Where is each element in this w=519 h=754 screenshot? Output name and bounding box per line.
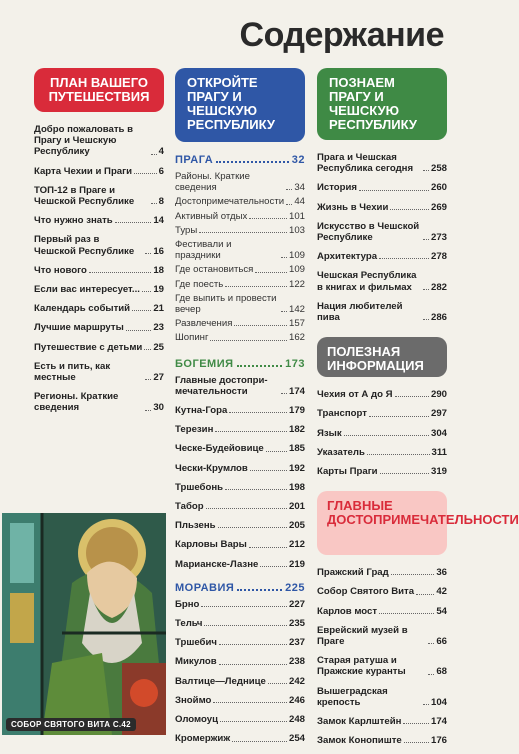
toc-entry-page: 122	[288, 278, 305, 290]
toc-entry-title: Что нового	[34, 264, 87, 276]
toc-entry-title: Районы. Краткие сведения	[175, 171, 250, 194]
toc-entry-page: 6	[158, 165, 164, 177]
toc-entry-page: 142	[288, 304, 305, 316]
toc-entry[interactable]	[34, 215, 164, 226]
toc-entry-page: 286	[430, 312, 447, 324]
toc-entry-title: Карта Чехии и Праги	[34, 165, 133, 177]
toc-entry-title: Чехия от А до Я	[317, 389, 393, 401]
toc-entry-page: 282	[430, 281, 447, 293]
toc-leader-dots	[89, 272, 151, 273]
toc-entry-page: 238	[288, 656, 305, 668]
toc-leader-dots	[403, 723, 429, 724]
toc-entry[interactable]	[317, 586, 447, 597]
toc-entry-title: Фестивали и праздники	[175, 239, 232, 262]
toc-entry-page: 273	[430, 232, 447, 244]
toc-leader-dots	[404, 742, 429, 743]
toc-entry-title: Где выпить и провести вечер	[175, 292, 277, 316]
toc-entry-title: Оломоуц	[175, 714, 218, 726]
toc-entry-title: Кромержиж	[175, 733, 231, 745]
toc-entry[interactable]	[317, 447, 447, 458]
toc-entry[interactable]	[175, 293, 305, 315]
toc-entry-title: Где остановиться	[175, 264, 254, 276]
toc-leader-dots	[218, 527, 287, 528]
section-head-bohemia[interactable]: БОГЕМИЯ 173	[175, 357, 305, 370]
toc-entry[interactable]	[317, 182, 447, 193]
toc-leader-dots	[281, 257, 287, 258]
toc-leader-dots	[344, 435, 429, 436]
toc-entry[interactable]	[317, 221, 447, 243]
toc-entry-page: 66	[436, 636, 447, 648]
toc-entry[interactable]	[317, 389, 447, 400]
toc-entry-page: 258	[430, 163, 447, 175]
toc-entry-title: Активный отдых	[175, 210, 248, 222]
toc-leader-dots	[250, 470, 287, 471]
column-plan	[34, 68, 164, 422]
toc-leader-dots	[423, 289, 429, 290]
toc-leader-dots	[423, 704, 429, 705]
toc-entry[interactable]	[317, 735, 447, 746]
toc-entry-title: Искусство в Чешской Республике	[317, 220, 420, 244]
toc-entry-title: Зноймо	[175, 694, 212, 706]
toc-entry-title: Есть и пить, как местные	[34, 360, 111, 384]
toc-entry[interactable]	[175, 695, 305, 706]
toc-entry-page: 201	[288, 501, 305, 513]
toc-entry[interactable]	[175, 443, 305, 454]
toc-leader-dots	[249, 547, 287, 548]
tab-discover[interactable]: ОТКРОЙТЕ ПРАГУ И ЧЕШСКУЮ РЕСПУБЛИКУ	[175, 68, 305, 142]
toc-entry-title: Добро пожаловать в Прагу и Чешскую Республику	[34, 124, 134, 158]
toc-entry[interactable]	[34, 391, 164, 413]
illustration-caption: СОБОР СВЯТОГО ВИТА С.42	[6, 718, 136, 731]
toc-entry[interactable]	[175, 637, 305, 648]
toc-entry[interactable]	[317, 152, 447, 174]
toc-entry-page: 109	[288, 264, 305, 276]
toc-entry[interactable]	[34, 234, 164, 256]
toc-entry[interactable]	[34, 303, 164, 314]
toc-entry-page: 242	[288, 675, 305, 687]
toc-entry-page: 34	[294, 182, 305, 194]
toc-entry-title: Регионы. Краткие сведения	[34, 391, 119, 414]
toc-entry[interactable]	[317, 625, 447, 647]
toc-entry[interactable]	[317, 408, 447, 419]
toc-entry-page: 212	[288, 539, 305, 551]
toc-entry-title: ТОП-12 в Праге и Чешской Республике	[34, 184, 135, 208]
toc-list-bohemia	[175, 375, 305, 570]
toc-entry-page: 205	[288, 520, 305, 532]
toc-leader-dots	[260, 566, 287, 567]
toc-entry[interactable]	[175, 520, 305, 531]
toc-entry-page: 19	[153, 284, 164, 296]
toc-entry[interactable]	[175, 405, 305, 416]
toc-entry[interactable]	[317, 428, 447, 439]
toc-leader-dots	[145, 253, 151, 254]
toc-entry-title: Брно	[175, 598, 200, 610]
toc-entry[interactable]	[317, 686, 447, 708]
toc-entry[interactable]	[175, 264, 305, 275]
toc-leader-dots	[234, 325, 287, 326]
toc-entry-page: 4	[158, 146, 164, 158]
toc-entry-page: 227	[288, 598, 305, 610]
toc-entry-title: Шопинг	[175, 332, 209, 344]
toc-entry-page: 68	[436, 666, 447, 678]
toc-entry[interactable]	[34, 124, 164, 158]
toc-entry[interactable]	[175, 733, 305, 744]
toc-entry[interactable]	[34, 361, 164, 383]
tab-understand[interactable]: ПОЗНАЕМ ПРАГУ И ЧЕШСКУЮ РЕСПУБЛИКУ	[317, 68, 447, 140]
toc-entry-page: 297	[430, 408, 447, 420]
toc-entry[interactable]	[175, 332, 305, 343]
toc-entry-title: Транспорт	[317, 408, 367, 420]
toc-entry-page: 109	[288, 250, 305, 262]
toc-entry[interactable]	[175, 225, 305, 236]
toc-leader-dots	[423, 170, 429, 171]
toc-entry-page: 174	[288, 385, 305, 397]
toc-entry[interactable]	[317, 270, 447, 292]
toc-entry-title: Микулов	[175, 656, 217, 668]
toc-list-understand	[317, 152, 447, 323]
toc-leader-dots	[428, 643, 434, 644]
toc-entry-title: Тельч	[175, 618, 203, 630]
toc-leader-dots	[281, 311, 287, 312]
toc-entry-title: Собор Святого Вита	[317, 586, 415, 598]
toc-entry-title: Достопримечательности	[175, 196, 285, 208]
toc-entry-page: 25	[153, 341, 164, 353]
toc-leader-dots	[379, 258, 429, 259]
toc-entry-page: 8	[158, 196, 164, 208]
toc-leader-dots	[204, 625, 287, 626]
toc-entry-title: Вышеградская крепость	[317, 685, 388, 708]
toc-entry-page: 304	[430, 427, 447, 439]
toc-leader-dots	[423, 239, 429, 240]
toc-entry-page: 237	[288, 637, 305, 649]
toc-leader-dots	[144, 349, 151, 350]
toc-leader-dots	[428, 674, 434, 675]
toc-entry-title: Календарь событий	[34, 303, 131, 315]
toc-leader-dots	[115, 222, 152, 223]
toc-entry[interactable]	[175, 559, 305, 570]
toc-entry[interactable]	[34, 322, 164, 333]
toc-entry-page: 16	[153, 245, 164, 257]
toc-leader-dots	[225, 286, 287, 287]
toc-entry-title: Язык	[317, 427, 342, 439]
toc-leader-dots	[151, 154, 157, 155]
toc-entry-page: 23	[153, 322, 164, 334]
toc-leader-dots	[395, 396, 429, 397]
toc-entry-title: Прага и Чешская Республика сегодня	[317, 152, 414, 175]
toc-entry-page: 36	[436, 567, 447, 579]
toc-entry-title: Кутна-Гора	[175, 405, 228, 417]
toc-leader-dots	[286, 204, 292, 205]
toc-entry-page: 101	[288, 210, 305, 222]
toc-entry[interactable]	[175, 501, 305, 512]
toc-leader-dots	[134, 173, 157, 174]
toc-entry-title: Первый раз в Чешской Республике	[34, 234, 135, 257]
toc-leader-dots	[213, 702, 287, 703]
tab-top-sights[interactable]: ГЛАВНЫЕ ДОСТОПРИМЕЧАТЕЛЬНОСТИ	[317, 491, 447, 555]
toc-entry-page: 18	[153, 264, 164, 276]
toc-entry-title: Табор	[175, 501, 204, 513]
toc-leader-dots	[255, 272, 287, 273]
toc-entry[interactable]	[175, 482, 305, 493]
toc-entry-page: 176	[430, 735, 447, 747]
toc-entry[interactable]	[34, 185, 164, 207]
toc-entry-title: Указатель	[317, 446, 365, 458]
toc-entry-title: Лучшие маршруты	[34, 322, 124, 334]
toc-entry-title: Архитектура	[317, 251, 378, 263]
toc-entry-title: История	[317, 182, 358, 194]
toc-leader-dots	[367, 454, 430, 455]
toc-entry-page: 103	[288, 224, 305, 236]
toc-leader-dots	[266, 451, 287, 452]
column-understand	[317, 68, 519, 754]
toc-entry[interactable]	[34, 265, 164, 276]
toc-entry-title: Ческе-Будейовице	[175, 443, 264, 455]
stained-glass-image	[2, 513, 166, 735]
toc-list-top-sights	[317, 567, 447, 746]
toc-entry-page: 14	[153, 215, 164, 227]
page-title: Содержание	[239, 16, 444, 54]
toc-entry[interactable]	[34, 284, 164, 295]
toc-entry[interactable]	[175, 714, 305, 725]
toc-leader-dots	[132, 310, 151, 311]
toc-entry-page: 269	[430, 201, 447, 213]
toc-leader-dots	[359, 190, 429, 191]
toc-entry[interactable]	[175, 424, 305, 435]
toc-entry-page: 311	[431, 446, 447, 458]
toc-entry[interactable]	[317, 655, 447, 677]
toc-entry-title: Нация любителей пива	[317, 300, 403, 324]
toc-entry-title: Где поесть	[175, 278, 224, 290]
toc-entry-title: Замок Конопиште	[317, 735, 402, 747]
toc-entry[interactable]	[175, 239, 305, 261]
toc-entry[interactable]	[175, 375, 305, 397]
toc-leader-dots	[201, 606, 287, 607]
toc-entry-title: Тршебич	[175, 637, 217, 649]
toc-leader-dots	[391, 574, 435, 575]
toc-entry-page: 182	[288, 424, 305, 436]
toc-entry-title: Терезин	[175, 424, 214, 436]
toc-entry-title: Туры	[175, 224, 198, 236]
toc-leader-dots	[145, 410, 151, 411]
toc-entry[interactable]	[34, 166, 164, 177]
toc-entry-page: 235	[288, 618, 305, 630]
toc-leader-dots	[380, 473, 429, 474]
toc-entry-title: Жизнь в Чехии	[317, 201, 389, 213]
toc-entry-title: Чешская Республика в книгах и фильмах	[317, 270, 417, 293]
toc-entry-page: 104	[430, 696, 447, 708]
toc-entry-title: Валтице—Леднице	[175, 675, 266, 687]
toc-leader-dots	[268, 683, 287, 684]
toc-entry[interactable]	[175, 656, 305, 667]
toc-entry-page: 198	[288, 481, 305, 493]
toc-entry-page: 162	[288, 332, 305, 344]
toc-entry-title: Карловы Вары	[175, 539, 247, 551]
toc-entry-page: 260	[430, 182, 447, 194]
toc-entry[interactable]	[317, 301, 447, 323]
toc-entry[interactable]	[317, 202, 447, 213]
toc-list-praha	[175, 171, 305, 344]
toc-entry-page: 219	[288, 558, 305, 570]
toc-leader-dots	[142, 291, 151, 292]
toc-entry-title: Тршебонь	[175, 481, 224, 493]
toc-entry-page: 157	[288, 318, 305, 330]
toc-entry-page: 21	[153, 303, 164, 315]
toc-leader-dots	[229, 412, 287, 413]
toc-leader-dots	[215, 431, 287, 432]
toc-entry-page: 54	[436, 605, 447, 617]
toc-leader-dots	[145, 379, 151, 380]
toc-entry-title: Старая ратуша и Пражские куранты	[317, 655, 406, 678]
toc-entry-page: 30	[153, 402, 164, 414]
toc-entry[interactable]	[317, 251, 447, 262]
toc-entry-title: Еврейский музей в Праге	[317, 624, 408, 648]
toc-entry-page: 44	[294, 196, 305, 208]
toc-leader-dots	[199, 232, 287, 233]
toc-leader-dots	[219, 664, 287, 665]
tab-useful-info[interactable]: ПОЛЕЗНАЯ ИНФОРМАЦИЯ	[317, 337, 447, 377]
toc-entry-title: Если вас интересует...	[34, 284, 140, 296]
toc-entry-title: Развлечения	[175, 318, 233, 330]
toc-entry[interactable]	[175, 211, 305, 222]
toc-entry[interactable]	[317, 466, 447, 477]
toc-entry-page: 248	[288, 714, 305, 726]
toc-entry-page: 179	[288, 405, 305, 417]
toc-leader-dots	[416, 594, 434, 595]
toc-entry[interactable]	[317, 567, 447, 578]
stained-glass-illustration	[2, 513, 166, 735]
toc-entry-title: Чески-Крумлов	[175, 462, 248, 474]
toc-leader-dots	[232, 741, 287, 742]
toc-leader-dots	[281, 393, 287, 394]
toc-entry-page: 290	[430, 389, 447, 401]
toc-leader-dots	[379, 613, 434, 614]
toc-entry-page: 42	[436, 586, 447, 598]
toc-entry-page: 192	[288, 462, 305, 474]
toc-leader-dots	[369, 416, 429, 417]
toc-entry-title: Что нужно знать	[34, 215, 113, 227]
toc-entry[interactable]	[175, 463, 305, 474]
section-head-praha[interactable]: ПРАГА 32	[175, 154, 305, 166]
toc-entry[interactable]	[175, 676, 305, 687]
toc-leader-dots	[390, 209, 429, 210]
toc-entry[interactable]	[175, 318, 305, 329]
toc-leader-dots	[210, 340, 287, 341]
toc-list-moravia	[175, 599, 305, 745]
toc-entry-title: Карлов мост	[317, 605, 378, 617]
toc-entry[interactable]	[175, 618, 305, 629]
toc-leader-dots	[225, 489, 287, 490]
toc-entry-page: 319	[430, 466, 447, 478]
toc-leader-dots	[126, 330, 152, 331]
toc-entry[interactable]	[34, 342, 164, 353]
toc-list-plan	[34, 124, 164, 414]
toc-leader-dots	[151, 203, 157, 204]
toc-entry-title: Замок Карлштейн	[317, 716, 402, 728]
toc-entry-page: 246	[288, 694, 305, 706]
toc-entry[interactable]	[175, 599, 305, 610]
toc-entry-page: 174	[430, 716, 447, 728]
section-head-moravia[interactable]: МОРАВИЯ 225	[175, 581, 305, 594]
toc-entry[interactable]	[317, 716, 447, 727]
toc-leader-dots	[220, 721, 287, 722]
toc-leader-dots	[286, 189, 292, 190]
toc-leader-dots	[249, 218, 287, 219]
toc-leader-dots	[219, 644, 287, 645]
toc-entry-title: Главные достопри-мечательности	[175, 374, 268, 397]
toc-entry-page: 254	[288, 733, 305, 745]
toc-entry[interactable]	[175, 539, 305, 550]
toc-entry-title: Карты Праги	[317, 466, 378, 478]
toc-entry-title: Пражский Град	[317, 567, 389, 579]
tab-plan[interactable]: ПЛАН ВАШЕГО ПУТЕШЕСТВИЯ	[34, 68, 164, 112]
toc-entry-title: Путешествие с детьми	[34, 341, 143, 353]
toc-list-useful-info	[317, 389, 447, 477]
toc-entry[interactable]	[175, 171, 305, 193]
toc-entry-title: Пльзень	[175, 520, 216, 532]
toc-entry-page: 278	[430, 251, 447, 263]
column-discover	[175, 68, 305, 753]
toc-entry-title: Марианске-Лазне	[175, 558, 259, 570]
toc-entry[interactable]	[175, 279, 305, 290]
toc-entry[interactable]	[175, 196, 305, 207]
toc-leader-dots	[206, 508, 287, 509]
toc-leader-dots	[423, 319, 429, 320]
toc-entry-page: 27	[153, 372, 164, 384]
toc-entry-page: 185	[288, 443, 305, 455]
toc-entry[interactable]	[317, 606, 447, 617]
